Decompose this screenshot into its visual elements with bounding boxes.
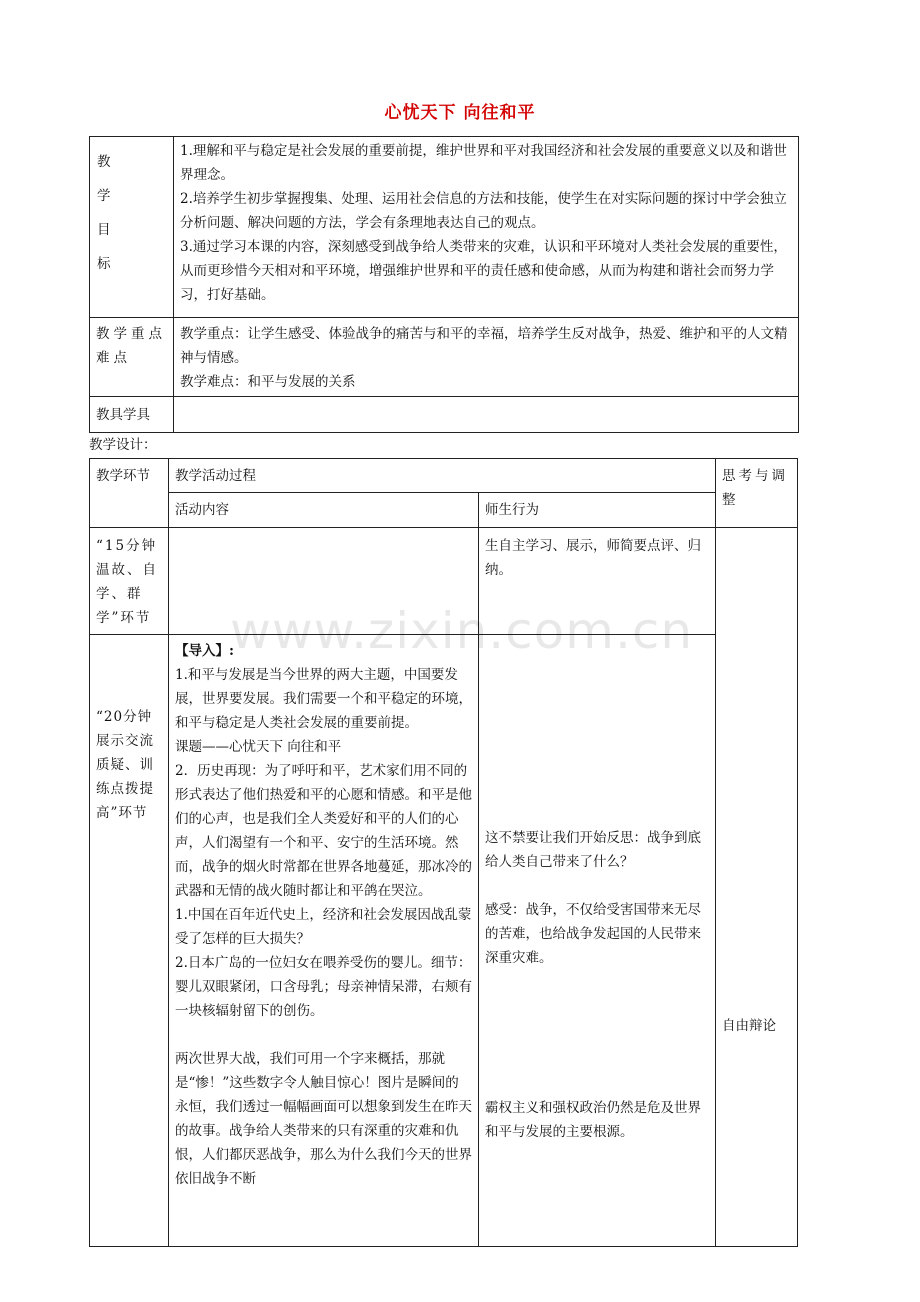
- content-paragraph: 2．历史再现：为了呼吁和平，艺术家们用不同的形式表达了他们热爱和平的心愿和情感。和平是他们的心声，也是我们全人类爱好和平的人们的心声，人们渴望有一个和平、安宁的生活环境。然而，战争的烟火时常都在世界各地蔓延，那冰冷的武器和无情的战火随时都让和平鸽在哭泣。: [175, 763, 472, 899]
- content-paragraph: 1.中国在百年近代史上，经济和社会发展因战乱蒙受了怎样的巨大损失？: [175, 907, 472, 947]
- behavior-cell: 生自主学习、展示，师简要点评、归纳。: [479, 528, 716, 635]
- content-paragraph: [175, 1023, 472, 1047]
- objectives-label-char: 标: [97, 256, 111, 272]
- objectives-label-char: 教: [97, 154, 111, 170]
- objectives-content: [174, 137, 799, 318]
- objective-item: 2.培养学生初步掌握搜集、处理、运用社会信息的方法和技能，使学生在对实际问题的探讨中学会独立分析问题、解决问题的方法，学会有条理地表达自己的观点。: [180, 191, 787, 231]
- behavior-paragraph: 感受：战争，不仅给受害国带来无尽的苦难，也给战争发起国的人民带来深重灾难。: [485, 902, 701, 966]
- lesson-info-table: [89, 136, 799, 433]
- objective-item: 3.通过学习本课的内容，深刻感受到战争给人类带来的灾难，认识和平环境对人类社会发展的重要性，从而更珍惜今天相对和平环境，增强维护世界和平的责任感和使命感，从而为构建和谐社会而努力学习，打好基础。: [180, 239, 787, 303]
- content-paragraph: 课题——心忧天下 向往和平: [175, 739, 342, 755]
- watermark: www.zixin.com.cn: [230, 602, 694, 660]
- content-cell: [169, 635, 479, 1247]
- behavior-cell: [479, 635, 716, 1247]
- page-title: 心忧天下 向往和平: [384, 103, 536, 123]
- stage-cell: “15分钟温故、自学、群学”环节: [90, 528, 169, 635]
- col-stage-header: 教学环节: [90, 459, 169, 528]
- content-paragraph: 1.和平与发展是当今世界的两大主题，中国要发展，世界要发展。我们需要一个和平稳定的环境，和平与稳定是人类社会发展的重要前提。: [175, 667, 472, 731]
- content-heading: 【导入】:: [175, 643, 234, 659]
- teaching-design-table: [89, 458, 798, 1247]
- tools-value: [174, 397, 799, 433]
- reflect-cell: [716, 528, 798, 1247]
- objectives-label-char: 学: [97, 188, 111, 204]
- key-focus: 教学重点：让学生感受、体验战争的痛苦与和平的幸福，培养学生反对战争，热爱、维护和平的人文精神与情感。: [180, 326, 788, 366]
- tools-label: 教具学具: [90, 397, 174, 433]
- col-reflect-header: 思考与调整: [716, 459, 798, 528]
- objectives-label: [90, 137, 174, 318]
- key-points-label: 教学重点难点: [90, 318, 174, 397]
- col-process-header: 教学活动过程: [169, 459, 716, 493]
- stage-cell: [90, 635, 169, 1247]
- behavior-paragraph: 这不禁要让我们开始反思：战争到底给人类自己带来了什么？: [485, 830, 701, 870]
- design-section-label: 教学设计：: [89, 437, 157, 453]
- stage-text: “20分钟展示交流质疑、训练点拨提高”环节: [96, 709, 154, 821]
- objectives-label-char: 目: [97, 222, 111, 238]
- content-cell: [169, 528, 479, 635]
- objective-item: 1.理解和平与稳定是社会发展的重要前提，维护世界和平对我国经济和社会发展的重要意义以及和谐世界理念。: [180, 143, 787, 183]
- content-paragraph: 两次世界大战，我们可用一个字来概括，那就是“惨！”这些数字令人触目惊心！图片是瞬间的永恒，我们透过一幅幅画面可以想象到发生在昨天的故事。战争给人类带来的只有深重的灾难和仇恨，人们都厌恶战争，那么为什么我们今天的世界依旧战争不断: [175, 1051, 472, 1187]
- reflect-text: 自由辩论: [722, 1018, 776, 1034]
- content-paragraph: 2.日本广岛的一位妇女在喂养受伤的婴儿。细节：婴儿双眼紧闭，口含母乳；母亲神情呆滞，右颊有一块核辐射留下的创伤。: [175, 955, 472, 1019]
- sub-content-header: 活动内容: [169, 493, 479, 528]
- key-points-content: [174, 318, 799, 397]
- behavior-paragraph: 霸权主义和强权政治仍然是危及世界和平与发展的主要根源。: [485, 1100, 701, 1140]
- key-difficulty: 教学难点：和平与发展的关系: [180, 374, 356, 390]
- sub-behavior-header: 师生行为: [479, 493, 716, 528]
